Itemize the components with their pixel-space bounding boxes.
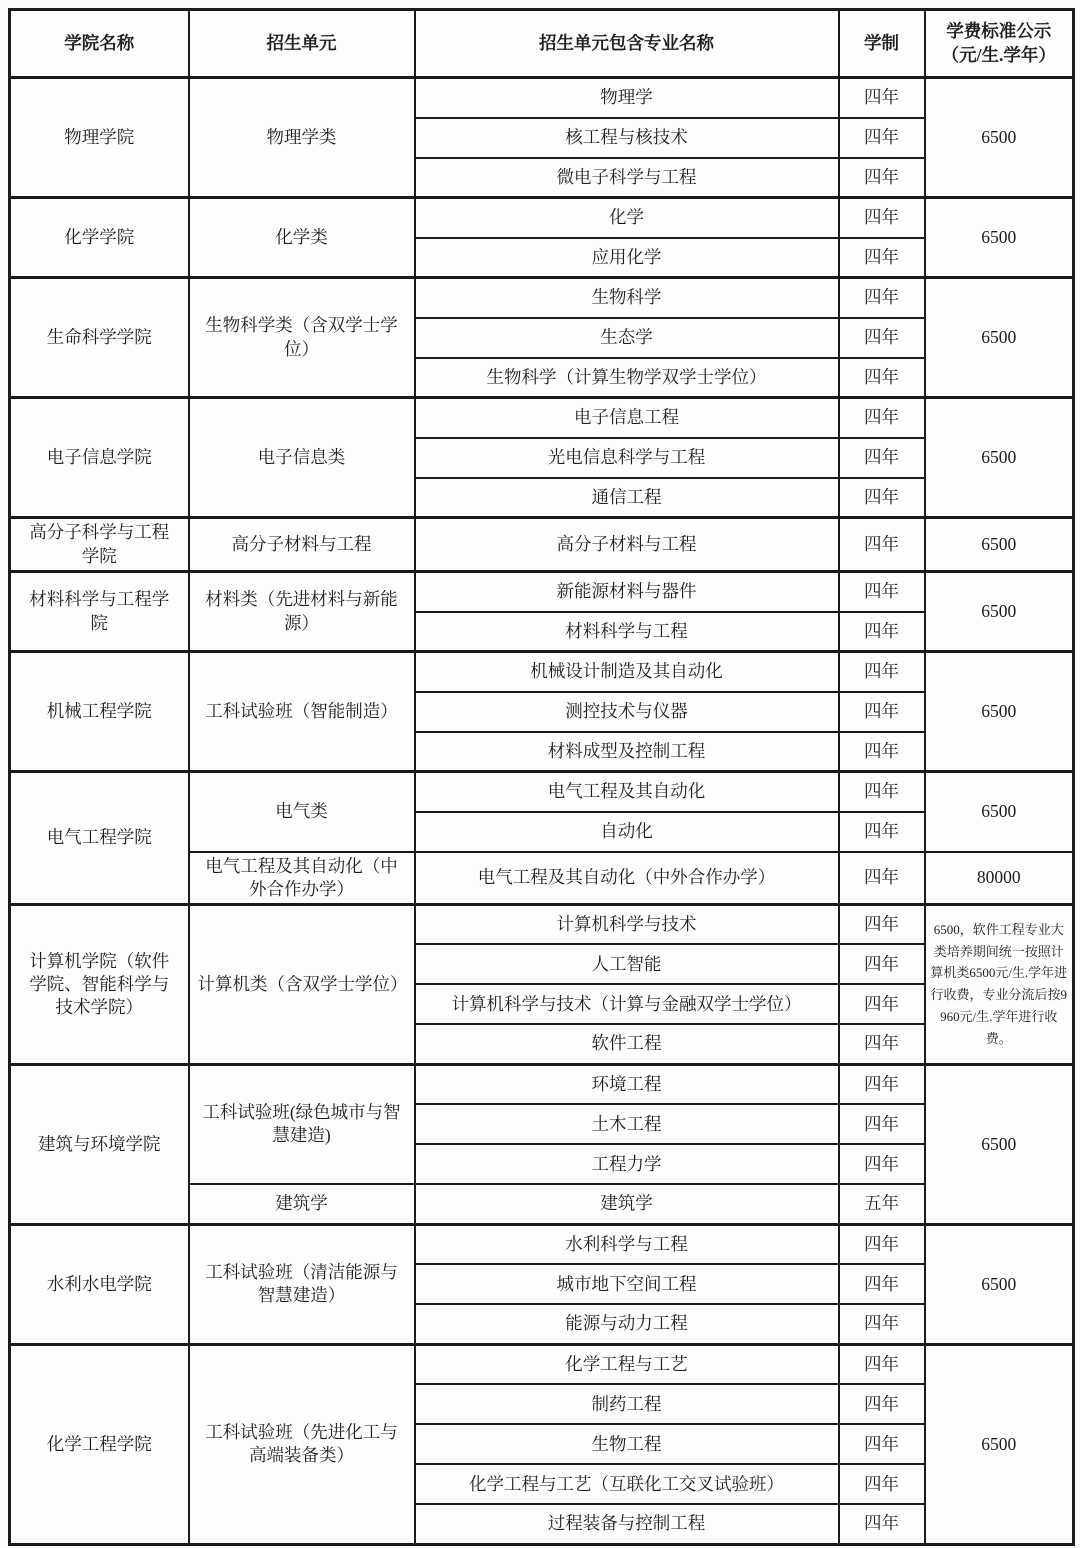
major-name: 化学 bbox=[415, 198, 839, 238]
major-name: 测控技术与仪器 bbox=[415, 692, 839, 732]
major-name: 材料科学与工程 bbox=[415, 612, 839, 652]
college-name: 材料科学与工程学院 bbox=[10, 572, 189, 652]
major-name: 化学工程与工艺 bbox=[415, 1344, 839, 1384]
admission-unit: 物理学类 bbox=[189, 78, 415, 198]
table-row bbox=[10, 78, 1074, 118]
admission-unit: 建筑学 bbox=[189, 1184, 415, 1224]
fee: 6500 bbox=[925, 198, 1074, 278]
table-row bbox=[10, 1064, 1074, 1104]
major-name: 应用化学 bbox=[415, 238, 839, 278]
college-name: 电子信息学院 bbox=[10, 398, 189, 518]
major-name: 建筑学 bbox=[415, 1184, 839, 1224]
duration: 四年 bbox=[839, 198, 925, 238]
fee: 6500 bbox=[925, 772, 1074, 852]
major-name: 生物科学（计算生物学双学士学位） bbox=[415, 358, 839, 398]
major-name: 工程力学 bbox=[415, 1144, 839, 1184]
major-name: 城市地下空间工程 bbox=[415, 1264, 839, 1304]
table-row bbox=[10, 904, 1074, 944]
table-row bbox=[10, 1344, 1074, 1384]
fee: 6500 bbox=[925, 398, 1074, 518]
college-name: 计算机学院（软件学院、智能科学与技术学院） bbox=[10, 904, 189, 1064]
duration: 四年 bbox=[839, 238, 925, 278]
duration: 四年 bbox=[839, 732, 925, 772]
duration: 四年 bbox=[839, 1264, 925, 1304]
major-name: 化学工程与工艺（互联化工交叉试验班） bbox=[415, 1464, 839, 1504]
fee: 6500 bbox=[925, 652, 1074, 772]
duration: 四年 bbox=[839, 612, 925, 652]
table-row bbox=[10, 652, 1074, 692]
fee: 6500 bbox=[925, 518, 1074, 572]
college-name: 化学学院 bbox=[10, 198, 189, 278]
duration: 四年 bbox=[839, 572, 925, 612]
major-name: 计算机科学与技术 bbox=[415, 904, 839, 944]
admission-unit: 高分子材料与工程 bbox=[189, 518, 415, 572]
college-name: 物理学院 bbox=[10, 78, 189, 198]
admission-unit: 生物科学类（含双学士学位） bbox=[189, 278, 415, 398]
fee: 6500 bbox=[925, 1344, 1074, 1544]
table-row bbox=[10, 278, 1074, 318]
major-name: 光电信息科学与工程 bbox=[415, 438, 839, 478]
college-name: 高分子科学与工程学院 bbox=[10, 518, 189, 572]
admission-unit: 工科试验班（清洁能源与智慧建造） bbox=[189, 1224, 415, 1344]
header-fee: 学费标准公示（元/生.学年） bbox=[925, 10, 1074, 78]
major-name: 生物科学 bbox=[415, 278, 839, 318]
duration: 四年 bbox=[839, 278, 925, 318]
header-unit: 招生单元 bbox=[189, 10, 415, 78]
major-name: 机械设计制造及其自动化 bbox=[415, 652, 839, 692]
major-name: 软件工程 bbox=[415, 1024, 839, 1064]
duration: 四年 bbox=[839, 118, 925, 158]
duration: 四年 bbox=[839, 904, 925, 944]
duration: 四年 bbox=[839, 984, 925, 1024]
major-name: 微电子科学与工程 bbox=[415, 158, 839, 198]
major-name: 计算机科学与技术（计算与金融双学士学位） bbox=[415, 984, 839, 1024]
major-name: 自动化 bbox=[415, 812, 839, 852]
duration: 四年 bbox=[839, 358, 925, 398]
duration: 四年 bbox=[839, 772, 925, 812]
college-name: 化学工程学院 bbox=[10, 1344, 189, 1544]
college-name: 建筑与环境学院 bbox=[10, 1064, 189, 1224]
duration: 五年 bbox=[839, 1184, 925, 1224]
duration: 四年 bbox=[839, 652, 925, 692]
major-name: 生态学 bbox=[415, 318, 839, 358]
duration: 四年 bbox=[839, 944, 925, 984]
duration: 四年 bbox=[839, 1504, 925, 1544]
college-name: 水利水电学院 bbox=[10, 1224, 189, 1344]
duration: 四年 bbox=[839, 318, 925, 358]
college-name: 生命科学学院 bbox=[10, 278, 189, 398]
major-name: 核工程与核技术 bbox=[415, 118, 839, 158]
table-body bbox=[10, 78, 1074, 1545]
fee: 6500 bbox=[925, 278, 1074, 398]
duration: 四年 bbox=[839, 1064, 925, 1104]
college-name: 机械工程学院 bbox=[10, 652, 189, 772]
major-name: 高分子材料与工程 bbox=[415, 518, 839, 572]
major-name: 电气工程及其自动化 bbox=[415, 772, 839, 812]
duration: 四年 bbox=[839, 1424, 925, 1464]
admission-unit: 材料类（先进材料与新能源） bbox=[189, 572, 415, 652]
duration: 四年 bbox=[839, 1024, 925, 1064]
major-name: 人工智能 bbox=[415, 944, 839, 984]
admission-unit: 化学类 bbox=[189, 198, 415, 278]
duration: 四年 bbox=[839, 78, 925, 118]
duration: 四年 bbox=[839, 852, 925, 905]
duration: 四年 bbox=[839, 398, 925, 438]
table-header bbox=[10, 10, 1074, 78]
table-row bbox=[10, 518, 1074, 572]
major-name: 过程装备与控制工程 bbox=[415, 1504, 839, 1544]
major-name: 新能源材料与器件 bbox=[415, 572, 839, 612]
major-name: 水利科学与工程 bbox=[415, 1224, 839, 1264]
duration: 四年 bbox=[839, 1464, 925, 1504]
duration: 四年 bbox=[839, 158, 925, 198]
duration: 四年 bbox=[839, 812, 925, 852]
major-name: 材料成型及控制工程 bbox=[415, 732, 839, 772]
major-name: 生物工程 bbox=[415, 1424, 839, 1464]
major-name: 制药工程 bbox=[415, 1384, 839, 1424]
major-name: 电气工程及其自动化（中外合作办学） bbox=[415, 852, 839, 905]
fee: 6500 bbox=[925, 1064, 1074, 1224]
duration: 四年 bbox=[839, 478, 925, 518]
fee-note: 6500，软件工程专业大类培养期间统一按照计算机类6500元/生.学年进行收费，专业分流后按9960元/生.学年进行收费。 bbox=[925, 904, 1074, 1064]
major-name: 通信工程 bbox=[415, 478, 839, 518]
admission-unit: 电气类 bbox=[189, 772, 415, 852]
duration: 四年 bbox=[839, 1304, 925, 1344]
fee: 80000 bbox=[925, 852, 1074, 905]
duration: 四年 bbox=[839, 1224, 925, 1264]
major-name: 环境工程 bbox=[415, 1064, 839, 1104]
duration: 四年 bbox=[839, 692, 925, 732]
duration: 四年 bbox=[839, 438, 925, 478]
header-duration: 学制 bbox=[839, 10, 925, 78]
duration: 四年 bbox=[839, 1144, 925, 1184]
admission-unit: 电气工程及其自动化（中外合作办学） bbox=[189, 852, 415, 905]
major-name: 土木工程 bbox=[415, 1104, 839, 1144]
admission-unit: 工科试验班（智能制造） bbox=[189, 652, 415, 772]
fee: 6500 bbox=[925, 572, 1074, 652]
college-name: 电气工程学院 bbox=[10, 772, 189, 905]
duration: 四年 bbox=[839, 1344, 925, 1384]
major-name: 能源与动力工程 bbox=[415, 1304, 839, 1344]
header-row bbox=[10, 10, 1074, 78]
admission-unit: 计算机类（含双学士学位） bbox=[189, 904, 415, 1064]
major-name: 电子信息工程 bbox=[415, 398, 839, 438]
fee: 6500 bbox=[925, 1224, 1074, 1344]
header-majors: 招生单元包含专业名称 bbox=[415, 10, 839, 78]
table-row bbox=[10, 198, 1074, 238]
admission-unit: 电子信息类 bbox=[189, 398, 415, 518]
table-row bbox=[10, 572, 1074, 612]
duration: 四年 bbox=[839, 1104, 925, 1144]
table-row bbox=[10, 772, 1074, 812]
table-row bbox=[10, 1224, 1074, 1264]
duration: 四年 bbox=[839, 1384, 925, 1424]
admission-unit: 工科试验班(绿色城市与智慧建造) bbox=[189, 1064, 415, 1184]
table-row bbox=[10, 398, 1074, 438]
tuition-table bbox=[8, 8, 1075, 1546]
major-name: 物理学 bbox=[415, 78, 839, 118]
header-college: 学院名称 bbox=[10, 10, 189, 78]
fee: 6500 bbox=[925, 78, 1074, 198]
admission-unit: 工科试验班（先进化工与高端装备类） bbox=[189, 1344, 415, 1544]
duration: 四年 bbox=[839, 518, 925, 572]
